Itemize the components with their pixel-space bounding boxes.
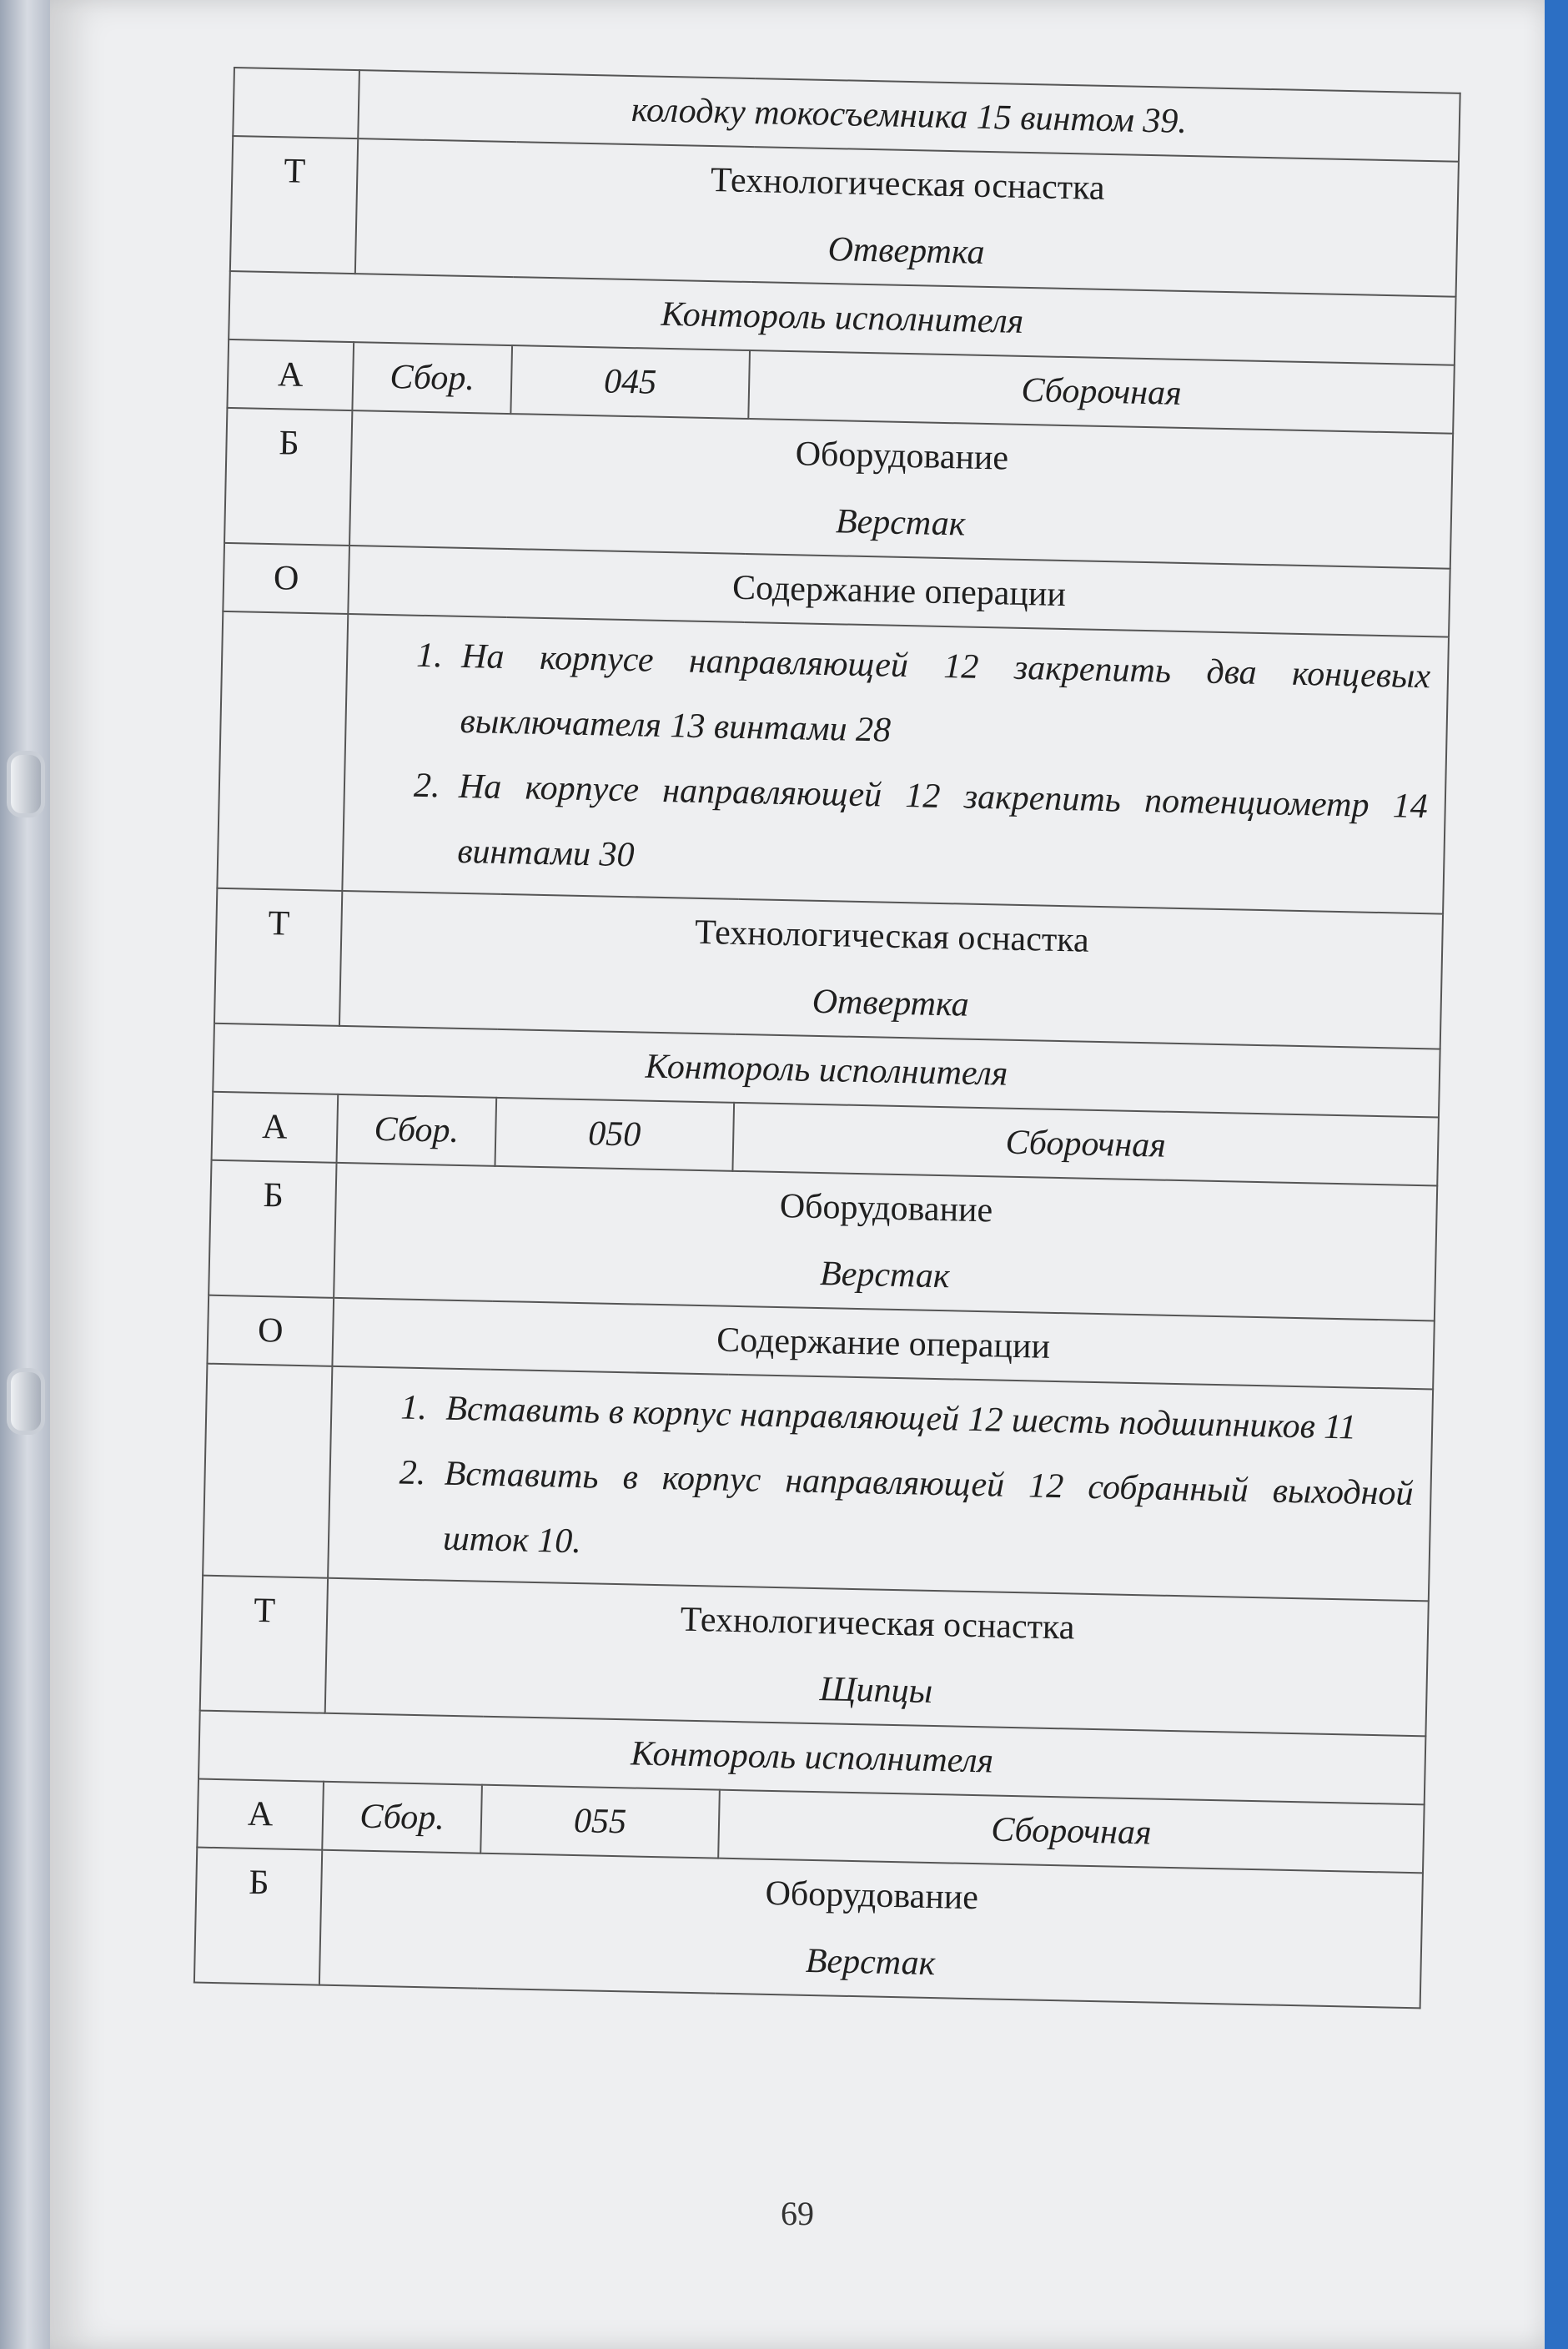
row-code-cell <box>233 68 359 138</box>
list-item: 1. На корпусе направляющей 12 закрепить два концевых выключателя 13 винтами 28 <box>415 636 1431 750</box>
tooling-value: Щипцы <box>819 1670 933 1711</box>
row-code-cell: О <box>207 1295 334 1366</box>
table-row <box>224 408 1453 569</box>
table-row <box>217 611 1449 914</box>
content-title: Содержание операции <box>332 1298 1434 1390</box>
equipment-cell <box>319 1850 1423 2009</box>
binder-edge <box>0 0 50 2349</box>
tooling-cell <box>325 1578 1429 1737</box>
page-number: 69 <box>781 2195 814 2232</box>
table-row <box>203 1364 1433 1602</box>
table-row <box>194 1848 1423 2009</box>
tooling-cell <box>355 138 1459 297</box>
content-title: Содержание операции <box>348 546 1450 637</box>
operation-number: 055 <box>480 1785 720 1859</box>
row-code-cell: Т <box>200 1576 328 1713</box>
operation-number: 045 <box>510 345 750 419</box>
row-code-cell: Б <box>194 1848 322 1985</box>
row-code-cell: Т <box>214 888 342 1026</box>
process-sheet <box>193 67 1460 2009</box>
operation-steps <box>328 1366 1433 1602</box>
table-row <box>214 888 1443 1049</box>
operation-name: Сборочная <box>718 1790 1425 1874</box>
equipment-title: Оборудование <box>795 435 1009 478</box>
inspection-label: Контороль исполнителя <box>229 271 1455 365</box>
binder-ring <box>7 1368 45 1435</box>
equipment-title: Оборудование <box>765 1874 979 1918</box>
tooling-title: Технологическая оснастка <box>694 913 1090 960</box>
tooling-value: Отвертка <box>812 982 970 1024</box>
table-row <box>230 136 1459 297</box>
list-item: 2. На корпусе направляющей 12 закрепить потенциометр 14 винтами 30 <box>413 766 1429 875</box>
operation-number: 050 <box>495 1098 734 1171</box>
list-item: 2. Вставить в корпус направляющей 12 собранный выходной шток 10. <box>399 1453 1414 1562</box>
continuation-text: колодку токосъемника 15 винтом 39. <box>358 70 1460 162</box>
list-item: 1. Вставить в корпус направляющей 12 шесть подшипников 11 <box>400 1388 1357 1447</box>
equipment-title: Оборудование <box>779 1187 993 1230</box>
operation-type: Сбор. <box>337 1094 497 1166</box>
operation-steps <box>342 614 1449 914</box>
operations-table <box>193 67 1461 2009</box>
row-code-cell: Т <box>230 136 358 274</box>
equipment-value: Верстак <box>835 502 966 544</box>
table-row <box>209 1160 1437 1321</box>
tooling-title: Технологическая оснастка <box>710 161 1105 208</box>
equipment-cell <box>334 1163 1437 1321</box>
table-row <box>200 1576 1429 1737</box>
inspection-label: Контороль исполнителя <box>199 1711 1425 1805</box>
row-code-cell: О <box>223 543 349 614</box>
row-code-cell: А <box>197 1779 324 1850</box>
row-code-cell: А <box>227 340 354 410</box>
row-code-cell: Б <box>224 408 352 546</box>
inspection-label: Контороль исполнителя <box>213 1024 1440 1118</box>
document-page <box>50 0 1545 2349</box>
row-code-cell: Б <box>209 1160 336 1298</box>
tooling-value: Отвертка <box>827 229 985 272</box>
operation-name: Сборочная <box>732 1103 1439 1186</box>
tooling-cell <box>339 891 1443 1049</box>
operation-type: Сбор. <box>352 342 512 414</box>
tooling-title: Технологическая оснастка <box>680 1600 1075 1647</box>
row-code-cell <box>203 1364 332 1578</box>
operation-type: Сбор. <box>322 1782 482 1854</box>
operation-name: Сборочная <box>748 350 1455 434</box>
binder-ring <box>7 751 45 817</box>
equipment-value: Верстак <box>805 1941 936 1984</box>
equipment-value: Верстак <box>819 1255 951 1296</box>
equipment-cell <box>349 410 1453 569</box>
row-code-cell <box>217 611 348 891</box>
row-code-cell: А <box>212 1092 339 1163</box>
